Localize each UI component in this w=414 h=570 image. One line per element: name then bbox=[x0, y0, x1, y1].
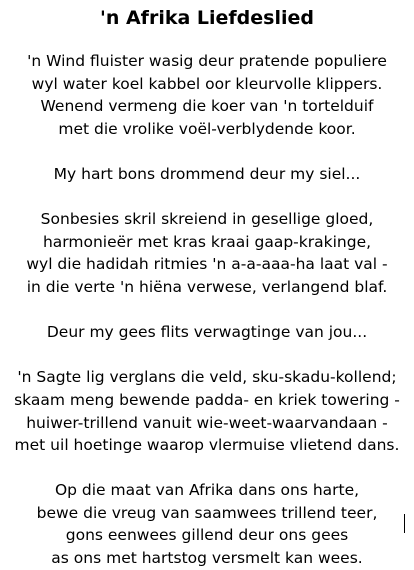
poem-line: bewe die vreug van saamwees trillend teer, bbox=[36, 503, 378, 522]
poem-line: as ons met hartstog versmelt kan wees. bbox=[51, 549, 363, 568]
poem-refrain: My hart bons drommend deur my siel... bbox=[53, 164, 361, 183]
stanza-break bbox=[0, 140, 414, 163]
poem-line: huiwer-trillend vanuit wie-weet-waarvandaan - bbox=[26, 413, 388, 432]
poem-line: met uil hoetinge waarop vlermuise vlietend dans. bbox=[14, 436, 400, 455]
poem-line: Sonbesies skril skreiend in gesellige gloed, bbox=[40, 210, 374, 229]
poem-line: skaam meng bewende padda- en kriek towering - bbox=[14, 390, 400, 409]
poem-line: met die vrolike voël-verblydende koor. bbox=[58, 119, 356, 138]
poem-refrain: Deur my gees flits verwagtinge van jou... bbox=[46, 323, 368, 342]
poem-line: Op die maat van Afrika dans ons harte, bbox=[54, 481, 360, 500]
poem-line: 'n Wind fluister wasig deur pratende populiere bbox=[27, 52, 387, 70]
poem-title: 'n Afrika Liefdeslied bbox=[100, 7, 314, 29]
cursor-mark bbox=[404, 514, 405, 533]
poem-body bbox=[0, 50, 414, 570]
stanza-break bbox=[0, 186, 414, 209]
stanza-break bbox=[0, 299, 414, 322]
poem-line: Wenend vermeng die koer van 'n tortelduif bbox=[40, 97, 374, 116]
poem-line: wyl water koel kabbel oor kleurvolle klippers. bbox=[31, 74, 383, 93]
stanza-break bbox=[0, 344, 414, 367]
poem-line: wyl die hadidah ritmies 'n a-a-aaa-ha laat val - bbox=[26, 255, 388, 274]
poem-line: in die verte 'n hiëna verwese, verlangend blaf. bbox=[26, 277, 388, 296]
poem-line: 'n Sagte lig verglans die veld, sku-skadu-kollend; bbox=[17, 368, 397, 387]
poem-line: harmonieër met kras kraai gaap-krakinge, bbox=[42, 232, 372, 251]
stanza-break bbox=[0, 457, 414, 480]
poem-line: gons eenwees gillend deur ons gees bbox=[65, 526, 349, 545]
